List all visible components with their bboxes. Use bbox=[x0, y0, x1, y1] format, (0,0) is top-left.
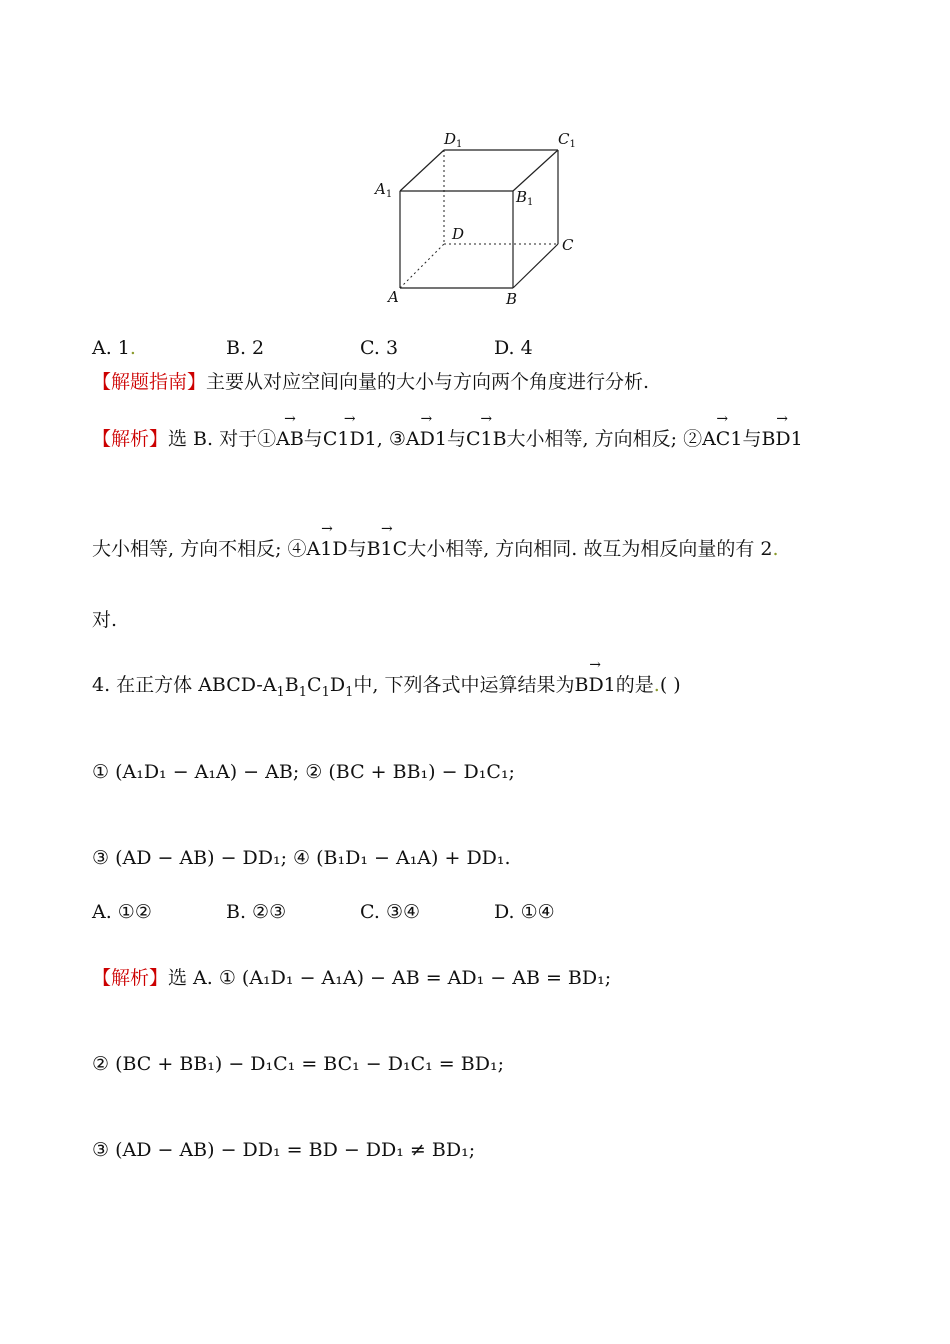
q4-solution-2: ② (BC + BB₁) − D₁C₁ = BC₁ − D₁C₁ = BD₁; bbox=[92, 1053, 504, 1075]
label-a1: $A_1$ bbox=[375, 180, 393, 200]
q4-stem: 4. 在正方体 ABCD-$A_1B_1C_1D_1$中, 下列各式中运算结果为→ BD1的是.( ) bbox=[92, 658, 681, 705]
q4-option-b: B. ②③ bbox=[226, 901, 287, 923]
q3-analysis-line-2: 大小相等, 方向不相反; ④→ A1D与→ B1C大小相等, 方向相同. 故互为相反向量的有 2. bbox=[92, 522, 779, 561]
cube-diagram bbox=[360, 118, 600, 318]
q4-option-c: C. ③④ bbox=[360, 901, 421, 923]
q3-analysis-line-1: 【解析】选 B. 对于①→ AB与→ C1D1, ③→ AD1与→ C1B大小相等, 方向相反; ②→ AC1与→ BD1 bbox=[92, 412, 803, 451]
q4-options bbox=[92, 900, 628, 924]
guide-text: 主要从对应空间向量的大小与方向两个角度进行分析. bbox=[206, 371, 650, 393]
vector-bd1: → BD1 bbox=[761, 412, 802, 450]
cube-figure bbox=[360, 118, 600, 318]
q3-option-a: A. 1. bbox=[92, 337, 136, 359]
edge-ad-hidden bbox=[400, 244, 444, 288]
vector-c1b: → C1B bbox=[466, 412, 507, 450]
label-b1: $B_1$ bbox=[516, 188, 534, 208]
q3-option-b: B. 2 bbox=[226, 337, 265, 359]
vector-b1c: → B1C bbox=[367, 522, 408, 560]
vector-ad1: → AD1 bbox=[406, 412, 447, 450]
vector-a1d: → A1D bbox=[307, 522, 348, 560]
vector-c1d1: → C1D1 bbox=[323, 412, 377, 450]
q4-option-a: A. ①② bbox=[92, 901, 152, 923]
vector-ac1: → AC1 bbox=[702, 412, 742, 450]
label-d1: $D_1$ bbox=[444, 130, 463, 150]
label-a: A bbox=[388, 288, 399, 306]
q3-option-d: D. 4 bbox=[494, 337, 533, 359]
q3-analysis-line-3: 对. bbox=[92, 609, 118, 631]
label-b: B bbox=[506, 290, 518, 308]
q4-option-d: D. ①④ bbox=[494, 901, 555, 923]
edge-b1c1 bbox=[513, 150, 558, 191]
q4-analysis-tag: 【解析】 bbox=[92, 967, 169, 989]
q4-solution-3: ③ (AD − AB) − DD₁ = BD − DD₁ ≠ BD₁; bbox=[92, 1139, 476, 1161]
vector-bd1-stem: → BD1 bbox=[574, 658, 615, 696]
vector-ab: → AB bbox=[276, 412, 304, 450]
q3-options bbox=[92, 336, 628, 360]
q4-solution-1: 【解析】选 A. ① (A₁D₁ − A₁A) − AB = AD₁ − AB = BD₁; bbox=[92, 967, 612, 989]
q3-guide bbox=[92, 370, 649, 394]
edge-bc bbox=[513, 244, 558, 288]
label-d: D bbox=[452, 225, 465, 243]
q4-expression-3-4: ③ (AD − AB) − DD₁; ④ (B₁D₁ − A₁A) + DD₁. bbox=[92, 847, 511, 869]
label-c1: $C_1$ bbox=[558, 130, 576, 150]
q4-expression-1-2: ① (A₁D₁ − A₁A) − AB; ② (BC + BB₁) − D₁C₁; bbox=[92, 761, 515, 783]
analysis-tag: 【解析】 bbox=[92, 428, 169, 450]
guide-tag: 【解题指南】 bbox=[92, 371, 207, 393]
q3-option-c: C. 3 bbox=[360, 337, 399, 359]
label-c: C bbox=[562, 236, 574, 254]
edge-a1d1 bbox=[400, 150, 444, 191]
